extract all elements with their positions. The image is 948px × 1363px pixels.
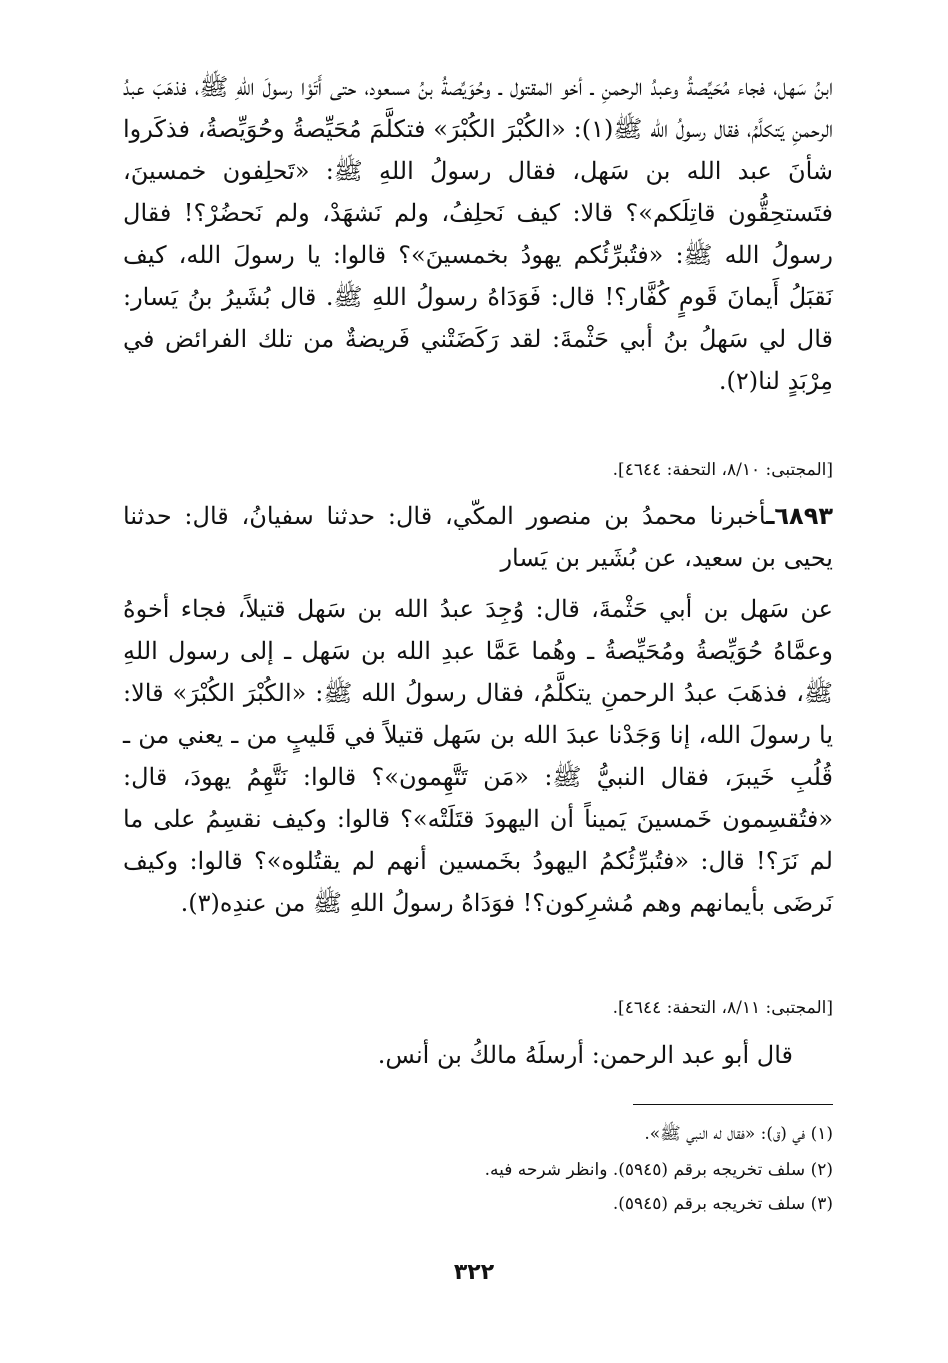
footnote: (٣) سلف تخريجه برقم (٥٩٤٥). xyxy=(612,1194,833,1214)
footnote: (١) في (ق): «فقال له النبي ﷺ». xyxy=(644,1124,833,1144)
reference-citation: [المجتبى: ٨/١٠، التحفة: ٤٦٤٤]. xyxy=(612,460,833,480)
hadith-text-continuation: ابنُ سَهل، فجاء مُحَيِّصةُ وعبدُ الرحمنِ ـ أخو المقتول ـ وحُوَيِّصةُ بنُ مسعود، حتى أَتَوْا رسولَ اللهِ ﷺ، فذهَبَ عبدُ الرحمنِ يَتكلَّمُ، فقال رسولُ الله ﷺ(١): «الكُبْرَ الكُبْرَ» فتكلَّمَ مُحَيِّصةُ وحُوَيِّصةُ، فذكَروا شأنَ عبد الله بن سَهل، فقال رسولُ اللهِ ﷺ: «تَحلِفون خمسينَ، فتَستحِقُّون قاتِلَكم»؟ قالا: كيف نَحلِفُ، ولم نَشهَدْ، ولم نَحضُرْ؟! فقال رسولُ الله ﷺ: «فتُبرِّئُكم يهودُ بخمسينَ»؟ قالوا: يا رسولَ الله، كيف نَقبَلُ أَيمانَ قَومٍ كُفَّار؟! قال: فَوَدَاهُ رسولُ اللهِ ﷺ. قال بُشَيرُ بنُ يَسار: قال لي سَهلُ بنُ أبي حَثْمةَ: لقد رَكَضَتْني فَريضةٌ من تلك الفرائض في مِرْبَدٍ لنا(٢). xyxy=(123,73,833,395)
page-number: ٣٢٢ xyxy=(453,1260,495,1285)
hadith-isnad xyxy=(123,495,833,579)
hadith-text: عن سَهل بن أبي حَثْمةَ، قال: وُجِدَ عبدُ الله بن سَهل قتيلاً، فجاء أخوهُ وعمَّاهُ حُوَيِّصةُ ومُحَيِّصةُ ـ وهُما عَمَّا عبدِ الله بن سَهل ـ إلى رسول اللهِ ﷺ، فذهَبَ عبدُ الرحمنِ يتكلَّمُ، فقال رسولُ الله ﷺ: «الكُبْرَ الكُبْرَ» قالا: يا رسولَ الله، إنا وَجَدْنا عبدَ الله بن سَهل قتيلاً في قَليبٍ من ـ يعني من ـ قُلُبِ خَيبرَ، فقال النبيُّ ﷺ: «مَن تَتَّهِمون»؟ قالوا: نَتَّهِمُ يهودَ، قال: «فتُقسِمون خَمسينَ يَميناً أن اليهودَ قتَلَتْه»؟ قالوا: وكيف نقسِمُ على ما لم نَرَ؟! قال: «فتُبرِّئُكمُ اليهودُ بخَمسين أنهم لم يقتُلوه»؟ قالوا: وكيف نَرضَى بأيمانهم وهم مُشرِكون؟! فوَدَاهُ رسولُ اللهِ ﷺ من عندِه(٣). xyxy=(123,595,834,917)
author-note: قال أبو عبد الرحمن: أرسلَهُ مالكُ بن أنس. xyxy=(377,1041,793,1069)
footnote-separator xyxy=(633,1104,833,1105)
reference-citation: [المجتبى: ٨/١١، التحفة: ٤٦٤٤]. xyxy=(612,998,833,1018)
hadith-number: ٦٨٩٣ـ xyxy=(766,502,833,530)
isnad-text: أخبرنا محمدُ بن منصور المكّي، قال: حدثنا سفيانُ، قال: حدثنا يحيى بن سعيد، عن بُشَير بن يَسار xyxy=(123,502,833,572)
footnote: (٢) سلف تخريجه برقم (٥٩٤٥). وانظر شرحه فيه. xyxy=(484,1160,833,1180)
